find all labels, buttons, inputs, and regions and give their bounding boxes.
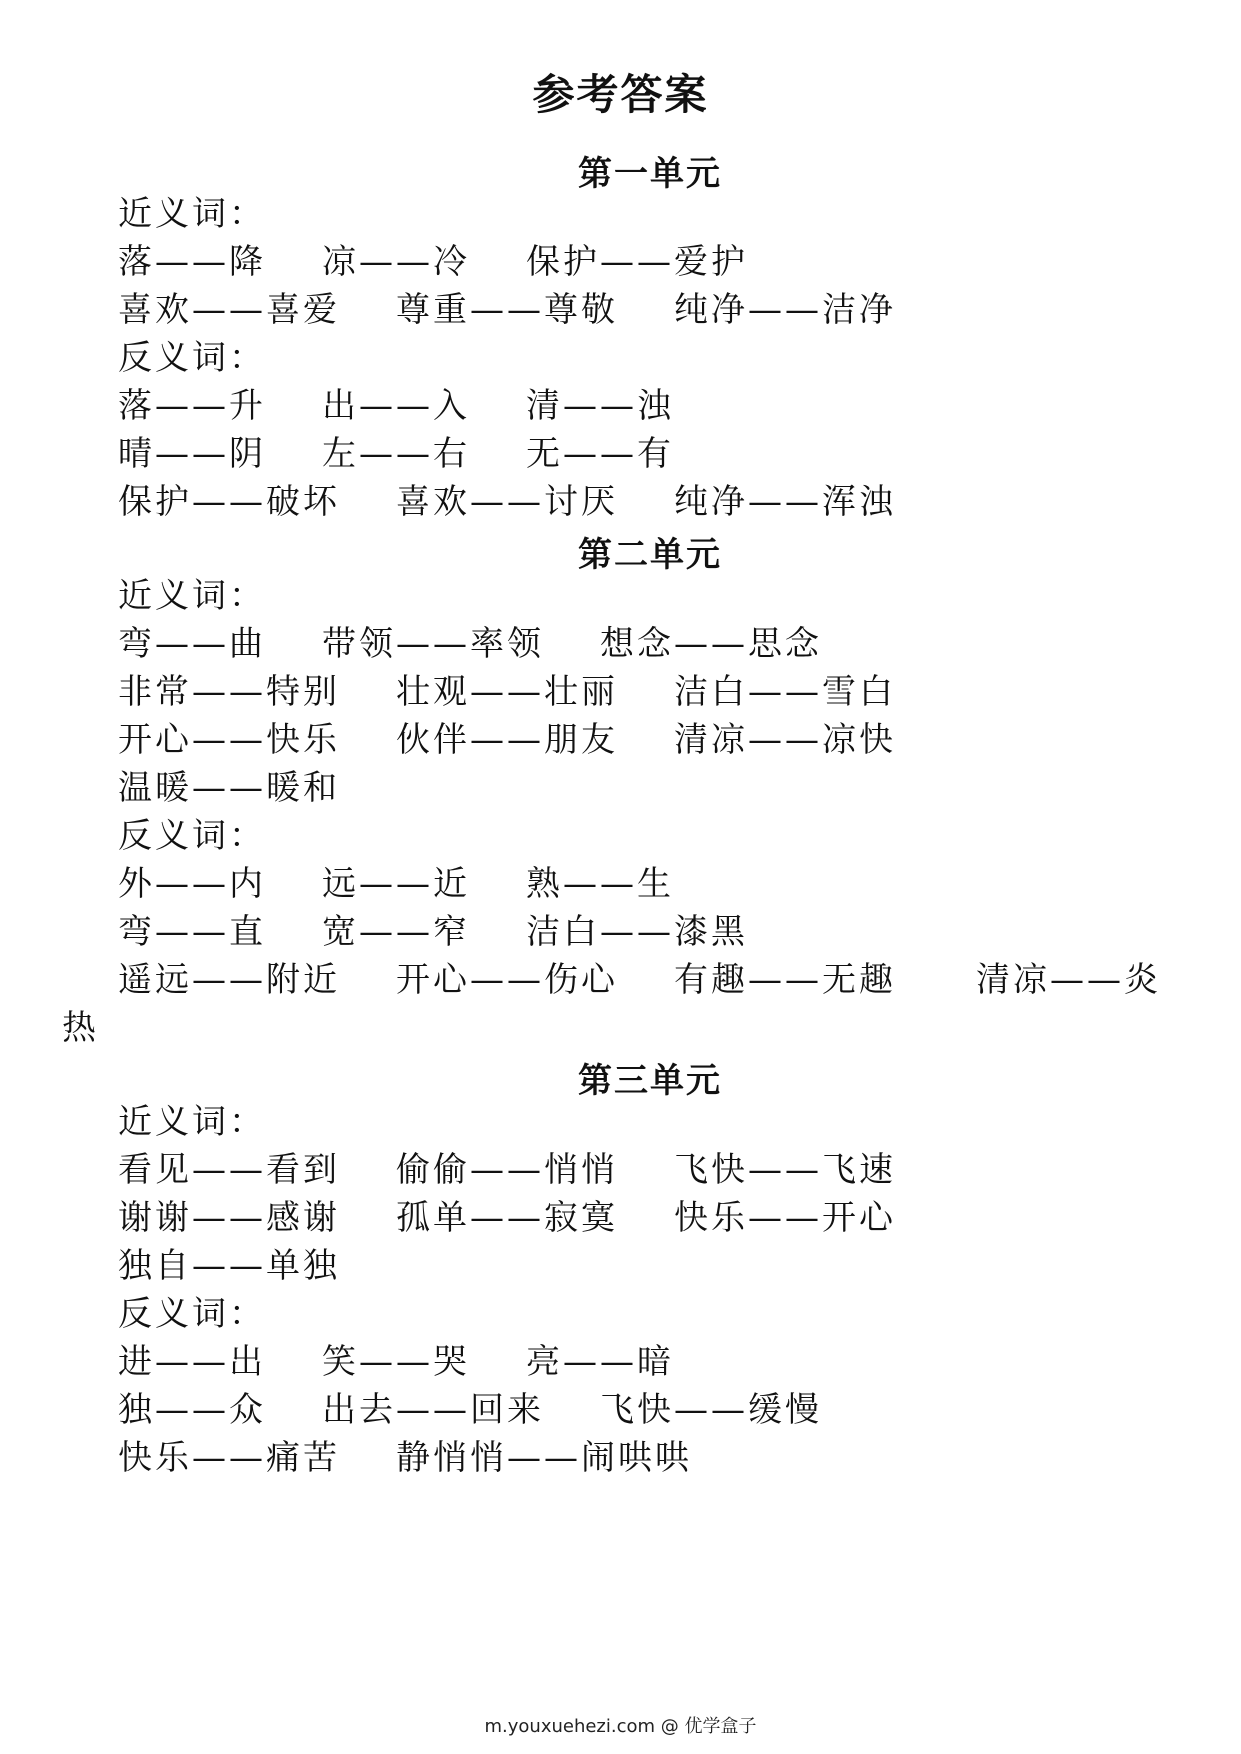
word-pair: 落——升: [118, 386, 266, 426]
word-pair: 出——入: [322, 386, 470, 426]
unit-3-synonym-line-1: [118, 1146, 896, 1194]
word-pair: 壮观——壮丽: [396, 672, 618, 712]
unit-2-title: 第二单元: [578, 535, 722, 575]
unit-3-antonym-label: 反义词：: [118, 1294, 266, 1334]
word-pair: 清凉——凉快: [674, 720, 896, 760]
unit-2-antonym-line-2: [118, 908, 748, 956]
word-pair: 进——出: [118, 1342, 266, 1382]
word-pair: 宽——窄: [322, 912, 470, 952]
word-pair: 飞快——缓慢: [600, 1390, 822, 1430]
word-pair: 孤单——寂寞: [396, 1198, 618, 1238]
unit-3-synonym-label: 近义词：: [118, 1102, 266, 1142]
word-pair: 开心——快乐: [118, 720, 340, 760]
word-pair: 笑——哭: [322, 1342, 470, 1382]
page-title: 参考答案: [532, 70, 709, 119]
unit-2-antonym-line-1: [118, 860, 674, 908]
word-pair: 无——有: [526, 434, 674, 474]
word-pair: 远——近: [322, 864, 470, 904]
word-pair: 尊重——尊敬: [396, 290, 618, 330]
word-pair: 伙伴——朋友: [396, 720, 618, 760]
unit-3-antonym-line-2: [118, 1386, 822, 1434]
word-pair: 保护——破坏: [118, 482, 340, 522]
unit-2-antonym-line-3: [118, 956, 1178, 1004]
word-pair: 亮——暗: [526, 1342, 674, 1382]
word-pair: 谢谢——感谢: [118, 1198, 340, 1238]
word-pair: 喜欢——讨厌: [396, 482, 618, 522]
unit-1-antonym-line-2: [118, 430, 674, 478]
word-pair: 熟——生: [526, 864, 674, 904]
word-pair: 快乐——开心: [674, 1198, 896, 1238]
unit-3-synonym-line-2: [118, 1194, 896, 1242]
word-pair: 有趣——无趣: [674, 960, 896, 1000]
word-pair: 清凉——炎: [976, 960, 1161, 1000]
unit-2-synonym-label: 近义词：: [118, 576, 266, 616]
unit-2-synonym-line-3: [118, 716, 896, 764]
unit-3-antonym-line-1: [118, 1338, 674, 1386]
word-pair: 独——众: [118, 1390, 266, 1430]
word-pair: 看见——看到: [118, 1150, 340, 1190]
word-pair: 飞快——飞速: [674, 1150, 896, 1190]
unit-1-antonym-line-1: [118, 382, 674, 430]
word-pair: 晴——阴: [118, 434, 266, 474]
word-pair: 喜欢——喜爱: [118, 290, 340, 330]
unit-2-synonym-line-4: [118, 764, 340, 812]
unit-1-antonym-label: 反义词：: [118, 338, 266, 378]
word-pair: 纯净——浑浊: [674, 482, 896, 522]
word-pair: 出去——回来: [322, 1390, 544, 1430]
word-pair: 遥远——附近: [118, 960, 340, 1000]
word-pair: 带领——率领: [322, 624, 544, 664]
unit-3-synonym-line-3: [118, 1242, 340, 1290]
word-pair: 落——降: [118, 242, 266, 282]
word-pair: 非常——特别: [118, 672, 340, 712]
word-pair: 外——内: [118, 864, 266, 904]
word-pair: 纯净——洁净: [674, 290, 896, 330]
word-pair: 独自——单独: [118, 1246, 340, 1286]
word-pair: 偷偷——悄悄: [396, 1150, 618, 1190]
word-pair: 洁白——漆黑: [526, 912, 748, 952]
word-pair: 洁白——雪白: [674, 672, 896, 712]
word-pair: 弯——直: [118, 912, 266, 952]
unit-2-antonym-label: 反义词：: [118, 816, 266, 856]
word-pair: 快乐——痛苦: [118, 1438, 340, 1478]
word-pair: 弯——曲: [118, 624, 266, 664]
word-pair: 开心——伤心: [396, 960, 618, 1000]
unit-1-antonym-line-3: [118, 478, 896, 526]
unit-2-antonym-line-tail: 热: [62, 1008, 96, 1048]
footer-watermark: m.youxuehezi.com @ 优学盒子: [484, 1716, 757, 1737]
word-pair: 保护——爱护: [526, 242, 748, 282]
unit-3-title: 第三单元: [578, 1061, 722, 1101]
word-pair: 温暖——暖和: [118, 768, 340, 808]
word-pair: 凉——冷: [322, 242, 470, 282]
word-pair: 想念——思念: [600, 624, 822, 664]
word-pair: 左——右: [322, 434, 470, 474]
unit-3-antonym-line-3: [118, 1434, 692, 1482]
word-pair: 清——浊: [526, 386, 674, 426]
unit-1-title: 第一单元: [578, 154, 722, 194]
unit-2-synonym-line-1: [118, 620, 822, 668]
word-pair: 静悄悄——闹哄哄: [396, 1438, 692, 1478]
unit-1-synonym-label: 近义词：: [118, 194, 266, 234]
unit-2-synonym-line-2: [118, 668, 896, 716]
unit-1-synonym-line-1: [118, 238, 748, 286]
unit-1-synonym-line-2: [118, 286, 896, 334]
